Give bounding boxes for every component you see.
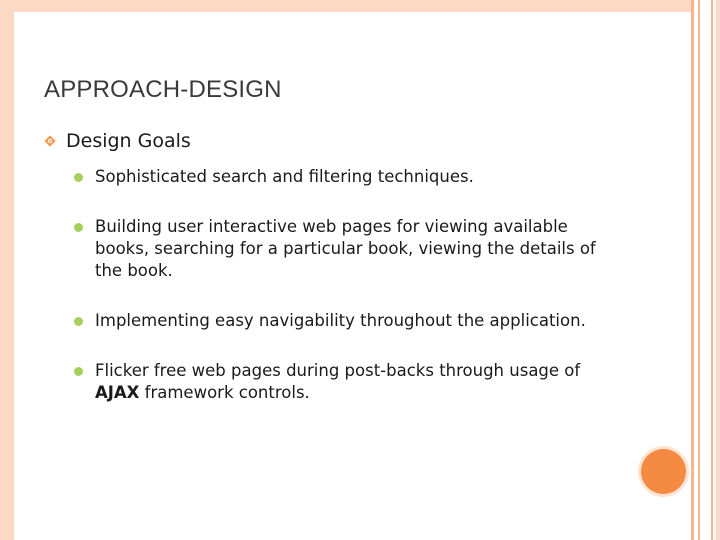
green-dot-icon (74, 317, 83, 326)
orange-circle-decoration (641, 449, 686, 494)
bullet-item (74, 360, 625, 404)
frame-left-border (0, 0, 14, 540)
frame-top-border (0, 0, 720, 12)
bullet-item (74, 216, 625, 282)
bullet-text: Building user interactive web pages for viewing available books, searching for a particular book, viewing the details of the book. (95, 217, 596, 280)
frame-right-line (698, 0, 700, 540)
slide-content (44, 130, 644, 432)
heading-item (44, 130, 644, 152)
frame-right-line (716, 0, 720, 540)
flower-diamond-icon (44, 135, 56, 147)
bullet-text: Sophisticated search and filtering techniques. (95, 167, 474, 186)
frame-right-line (711, 0, 713, 540)
slide-title: APPROACH-DESIGN (44, 76, 282, 103)
bullet-text-bold: AJAX (95, 383, 140, 402)
green-dot-icon (74, 367, 83, 376)
green-dot-icon (74, 223, 83, 232)
green-dot-icon (74, 173, 83, 182)
bullet-item (74, 166, 625, 188)
bullet-item (74, 310, 625, 332)
frame-right-line (691, 0, 694, 540)
bullet-text: Implementing easy navigability throughout the application. (95, 311, 586, 330)
heading-label: Design Goals (66, 130, 191, 152)
bullet-text-before: Flicker free web pages during post-backs through usage of (95, 361, 581, 380)
bullet-list (44, 166, 644, 404)
bullet-text-after: framework controls. (139, 383, 310, 402)
